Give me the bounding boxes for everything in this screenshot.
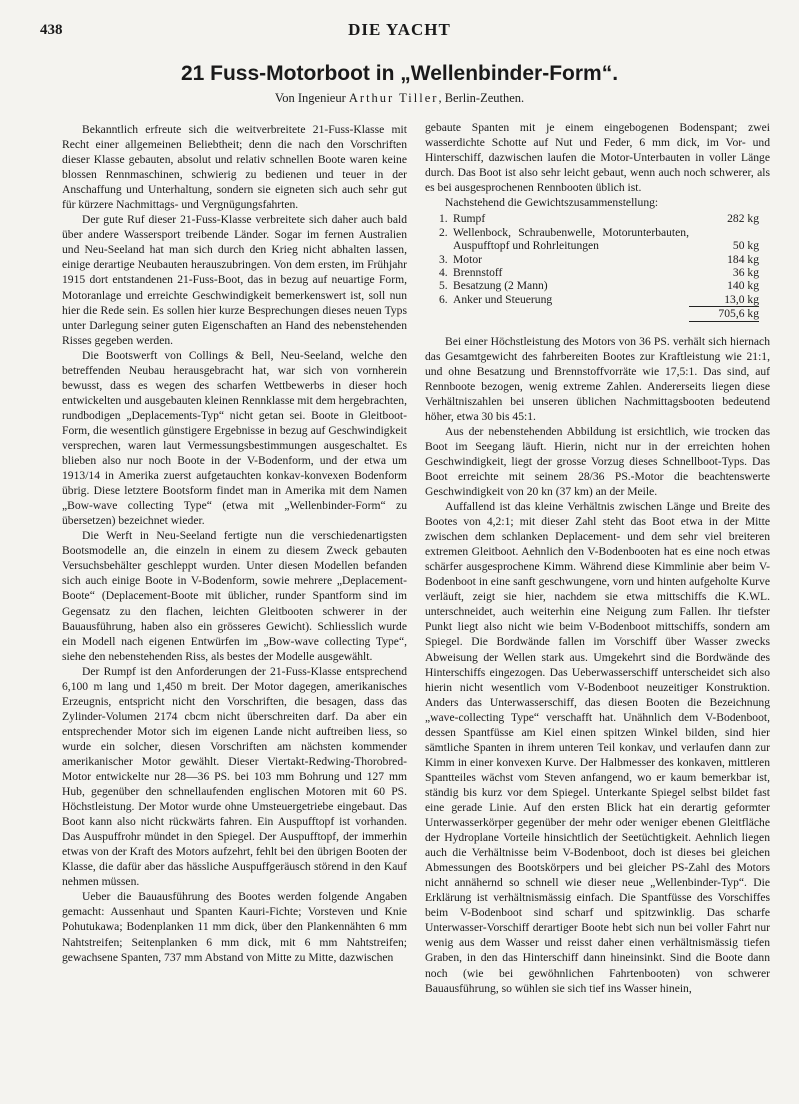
table-row <box>439 226 759 253</box>
byline-prefix: Von Ingenieur <box>274 91 346 105</box>
table-row <box>439 279 759 292</box>
row-value: 140 kg <box>727 279 759 293</box>
row-number: 3. <box>439 252 448 266</box>
page-number: 438 <box>40 22 63 38</box>
row-number: 2. <box>439 225 448 239</box>
row-value: 50 kg <box>732 239 759 253</box>
paragraph: Die Bootswerft von Collings & Bell, Neu-Seeland, welche den betreffenden Neubau herausgebracht hat, war sich von vornherein bewusst, dass es wegen des scharfen Wettbewerbs in dieser hoch entwickelten und ausgebauten kleinen Rennklasse mit dem hergebrachten, rundbodigen „Deplacements-Typ“ nicht getan sei. Boote in Gleitboot-Form, die wesentlich günstigere Ergebnisse in bezug auf Geschwindigkeit versprechen, waren laut Vermessungsbestimmungen ausgeschaltet. Es blieben also nur noch Boote in der V-Bodenform, und der etwa um 1913/14 in Amerika zuerst aufgetauchten konkav-konvexen Bodenform übrig. Diese letztere Bootsform findet man in Amerika mit dem Namen „Bow-wave collecting Type“ (etwa mit „Wellenbinder-Form“ zu übersetzen) bezeichnet wieder. <box>62 348 407 528</box>
left-column <box>62 122 407 965</box>
byline-author: Arthur Tiller <box>348 91 439 105</box>
total-weight: 705,6 kg <box>689 307 759 321</box>
byline-suffix: , Berlin-Zeuthen. <box>438 91 525 105</box>
paragraph: Aus der nebenstehenden Abbildung ist ersichtlich, wie trocken das Boot im Seegang läuft. Hierin, nicht nur in der erreichten hohen Geschwindigkeit, liegt der grosse Vorzug dieses Schnellboot-Typs. Das Boot erreichte mit seinem 28/36 PS.-Motor die beachtenswerte Geschwindigkeit von 20 kn (37 km) an der Meile. <box>425 424 770 498</box>
paragraph: Die Werft in Neu-Seeland fertigte nun die verschiedenartigsten Bootsmodelle an, die einzeln in einem zu diesem Zweck gebauten Versuchsbehälter geschleppt wurden. Unter diesen Modellen befanden sich auch einige Boote in V-Bodenform, sowie mehrere „Deplacement-Boote“ (Deplacement-Boote mit üblicher, runder Spantform sind im Gegensatz zu den flachen, leichten Gleitbooten schwerer in der Bauausführung, haben also ein grösseres Gewicht). Schliesslich wurde ein Modell nach eigenen Entwürfen im „Bow-wave collecting Type“, siehe den nebenstehenden Riss, als bestes der Modelle ausgewählt. <box>62 529 407 663</box>
paragraph: Der gute Ruf dieser 21-Fuss-Klasse verbreitete sich daher auch bald über andere Wassersport treibende Länder. Sogar im fernen Australien und Neu-Seeland hat man sich durch den Krieg nicht abhalten lassen, einige derartige Neubauten herauszubringen. Von dem ersten, im Frühjahr 1915 dort entstandenen 21-Fuss-Boot, das in bezug auf neuartige Form, Motoranlage und erreichte Geschwindigkeit bemerkenswert ist, soll nun hier die Rede sein. Es sollen hier kurze Besprechungen dieses neuen Typs unter Darlegung seiner guten Eigenschaften an Hand des nebenstehenden Risses gegeben werden. <box>62 213 407 347</box>
article-title: 21 Fuss-Motorboot in „Wellenbinder-Form“. <box>180 62 619 85</box>
weight-table <box>439 212 759 321</box>
table-row <box>439 212 759 225</box>
paragraph: Bei einer Höchstleistung des Motors von 36 PS. verhält sich hiernach das Gesamtgewicht des fahrbereiten Bootes zur Kraftleistung wie 21:1, und ohne Besatzung und Brennstoffvorräte wie 17,5:1. Das sind, auf Rennboote bezogen, wenig extreme Zahlen. Andererseits liegen diese Verhältniszahlen bei unseren üblichen Nachmittagsbooten bedeutend höher, etwa 30 bis 45:1. <box>425 334 770 423</box>
row-value: 13,0 kg <box>724 292 759 306</box>
article-byline <box>0 91 799 106</box>
paragraph: Auffallend ist das kleine Verhältnis zwischen Länge und Breite des Bootes von 4,2:1; mit dieser Zahl steht das Boot etwa in der Mitte zwischen dem schlanken Deplacement- und dem sehr viel breiteren extremen Gleitboot. Aehnlich den V-Bodenbooten hat es eine noch etwas schärfer ausgesprochene Kimm. Während diese Kimmlinie aber beim V-Bodenboot in eine sanft geschwungene, vorn und hinten aufgeholte Kurve verläuft, zeigt sie hier, nachdem sie etwa mittschiffs die K.WL. unterschneidet, auch weiterhin eine Neigung zum Fallen. Ihr tiefster Punkt liegt also nicht wie beim V-Bodenboot mittschiffs, sondern am Spiegel. Die Bordwände fallen im Vorschiff über Wasser zwecks Abweisung der Wellen stark aus. Umgekehrt sind die Bordwände des Hinterschiffs eingezogen. Das Ueberwasserschiff unterscheidet sich also hierin nicht wesentlich vom V-Bodenboot neuzeitiger Konstruktion. Anders das Unterwasserschiff, das diesen Booten die Bezeichnung „wave-collecting Type“ verschafft hat. Unähnlich dem V-Bodenboot, dessen Spantfüsse am Kiel einen spitzen Winkel bilden, sind hier sämtliche Spanten in ihrem unteren Teil konkav, und verlaufen dann zur Kimm in einer konvexen Kurve. Der Halbmesser des konkaven, mittleren Spantteiles wächst vom Steven anfangend, wo er kaum bemerkbar ist, ständig bis kurz vor dem Spiegel. Unterkante Spiegel selbst bildet fast eine gerade Linie. Auf den ersten Blick hat ein derartig geformter Unterwasserkörper gegenüber der mehr oder weniger ebenen Gleitfläche der Hydroplane Vorteile hinsichtlich der Seetüchtigkeit. Aehnlich liegen auch die Verhältnisse beim V-Bodenboot, doch ist dieses bei gleichen Abmessungen des Bootskörpers und bei gleicher PS-Zahl des Motors nicht annähernd so schnell wie dieser neue „Wellenbinder-Typ“. Die Erklärung ist verhältnismässig einfach. Die Spantfüsse des Vorschiffes beim V-Bodenboot sind scharf und spitzwinklig. Das scharfe Unterwasser-Vorschiff derartiger Boote hebt sich nun bei voller Fahrt nur wenig aus dem Wasser und reisst daher einen verhältnismässig tiefen Graben, in den das Hinterschiff dann hineinsinkt. Sind die Boote dann noch (wie bei gewöhnlichen Fahrtenbooten) von schwerer Bauausführung, so wühlen sie sich tief ins Wasser hinein, <box>425 500 770 995</box>
journal-title: DIE YACHT <box>348 20 451 39</box>
weight-table-intro: Nachstehend die Gewichtszusammenstellung: <box>445 196 659 210</box>
row-item: Motor <box>453 252 482 266</box>
row-value: 36 kg <box>732 265 759 279</box>
row-number: 6. <box>439 292 448 306</box>
table-row <box>439 266 759 279</box>
row-number: 5. <box>439 279 448 293</box>
row-value: 184 kg <box>727 252 759 266</box>
row-number: 4. <box>439 265 448 279</box>
paragraph: gebaute Spanten mit je einem eingebogenen Bodenspant; zwei wasserdichte Schotte auf Nut und Feder, 6 mm dick, im Vor- und Hinterschiff, dazwischen laufen die Motor-Unterbauten in voller Länge durch. Das Boot ist also sehr leicht gebaut, wenn auch noch schwerer, als es bei ausgesprochenen Rennbooten üblich ist. <box>425 121 770 195</box>
row-item: Besatzung (2 Mann) <box>453 279 548 293</box>
row-value: 282 kg <box>727 212 759 226</box>
row-number: 1. <box>439 212 448 226</box>
paragraph: Ueber die Bauausführung des Bootes werden folgende Angaben gemacht: Aussenhaut und Spanten Kauri-Fichte; Vorsteven und Knie Pohutukawa; Bodenplanken 11 mm dick, über den Plankennähten 6 mm Nahtstreifen; Seitenplanken 6 mm dick, mit 6 mm Nahtstreifen; gewachsene Spanten, 737 mm Abstand von Mitte zu Mitte, dazwischen <box>62 890 407 964</box>
paragraph: Bekanntlich erfreute sich die weitverbreitete 21-Fuss-Klasse mit Recht einer allgemeinen Beliebtheit; denn die nach den Vorschriften dieser Klasse gebauten, absolut und relativ schnellen Boote waren keine blossen Rennmaschinen, schwierig zu bedienen und teuer in der Anschaffung und Unterhaltung, sondern sie eigneten sich auch sehr gut für kürzere Nachmittags- und Vergnügungsfahrten. <box>62 123 407 212</box>
paragraph: Der Rumpf ist den Anforderungen der 21-Fuss-Klasse entsprechend 6,100 m lang und 1,450 m breit. Der Motor dagegen, amerikanisches Erzeugnis, entspricht nicht den Vorschriften, die besagen, dass das Zylinder-Volumen 2174 cbcm nicht überschreiten darf. Da aber ein entsprechender Motor sich im eigenen Lande nicht auftreiben liess, so wurde ein solcher, diesen Vorschriften am nächsten kommender amerikanischer Motor gewählt. Dieser Viertakt-Redwing-Thorobred-Motor entwickelte nur 28—36 PS. bei 103 mm Bohrung und 127 mm Hub, gegenüber den schnellaufenden englischen Motoren mit 60 PS. Höchstleistung. Der Motor wurde ohne Umsteuergetriebe eingebaut. Das Boot kann also nicht rückwärts fahren. Ein Auspufftopf ist vorhanden. Das Auspuffrohr mündet in den Spiegel. Der Auspufftopf, der immerhin etwas von der Kraft des Motors aufzehrt, fehlt bei den übrigen Booten der Klasse, die dafür aber das hässliche Auspuffgeräusch störend in den Kauf nehmen müssen. <box>62 664 407 889</box>
row-item: Wellenbock, Schraubenwelle, Motorunterbauten, Auspufftopf und Rohrleitungen <box>453 225 689 253</box>
right-column <box>425 120 770 996</box>
table-row <box>439 253 759 266</box>
table-row <box>439 293 759 307</box>
row-item: Anker und Steuerung <box>453 292 553 306</box>
table-total-row <box>439 307 759 321</box>
row-item: Brennstoff <box>453 265 503 279</box>
row-item: Rumpf <box>453 212 486 226</box>
